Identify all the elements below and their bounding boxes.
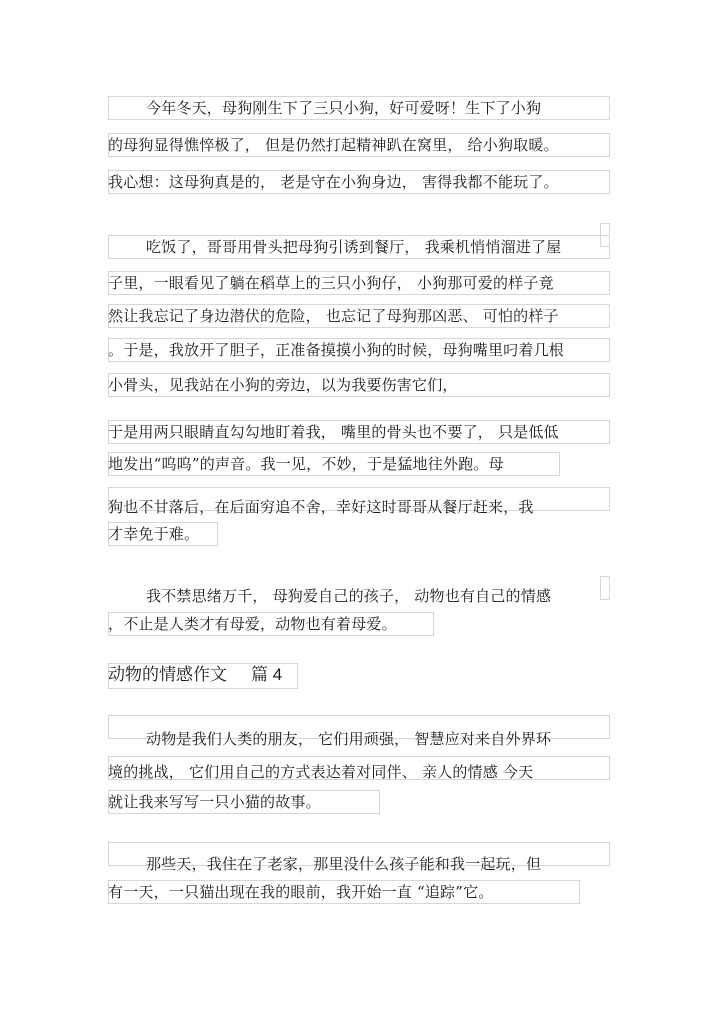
- paragraph-line: 今年冬天，母狗刚生下了三只小狗，好可爱呀！生下了小狗: [146, 99, 542, 117]
- paragraph-line: 的母狗显得憔悴极了， 但是仍然打起精神趴在窝里， 给小狗取暖。: [108, 136, 559, 154]
- paragraph-line: 才幸免于难。: [108, 525, 200, 543]
- paragraph-line: 地发出“呜呜”的声音。我一见，不妙，于是猛地往外跑。母: [108, 455, 504, 473]
- section-heading: [108, 662, 282, 688]
- heading-title: 动物的情感作文: [108, 665, 227, 685]
- paragraph-line: 就让我来写写一只小猫的故事。: [108, 793, 321, 811]
- paragraph-line: 动物是我们人类的朋友， 它们用顽强， 智慧应对来自外界环: [146, 730, 552, 748]
- paragraph-line: 然让我忘记了身边潜伏的危险， 也忘记了母狗那凶恶、 可怕的样子: [108, 307, 559, 325]
- paragraph-line: 子里，一眼看见了躺在稻草上的三只小狗仔， 小狗那可爱的样子竟: [108, 274, 554, 292]
- paragraph-line: 。于是，我放开了胆子，正准备摸摸小狗的时候，母狗嘴里叼着几根: [108, 341, 565, 359]
- paragraph-line: 狗也不甘落后，在后面穷追不舍，幸好这时哥哥从餐厅赶来，我: [108, 498, 534, 516]
- paragraph-line: 境的挑战， 它们用自己的方式表达着对同伴、 亲人的情感 今天: [108, 763, 534, 781]
- paragraph-line: 我不禁思绪万千， 母狗爱自己的孩子， 动物也有自己的情感: [146, 587, 552, 605]
- paragraph-line: ，不止是人类才有母爱，动物也有着母爱。: [108, 615, 397, 633]
- paragraph-line: 那些天，我住在了老家，那里没什么孩子能和我一起玩，但: [146, 855, 542, 873]
- paragraph-line: 小骨头，见我站在小狗的旁边，以为我要伤害它们，: [108, 376, 458, 394]
- paragraph-line: 有一天，一只猫出现在我的眼前，我开始一直 “追踪”它。: [108, 883, 494, 901]
- layout-box: [600, 576, 610, 600]
- heading-number: 篇 4: [251, 665, 283, 684]
- paragraph-line: 于是用两只眼睛直勾勾地盯着我， 嘴里的骨头也不要了， 只是低低: [108, 423, 559, 441]
- paragraph-line: 吃饭了，哥哥用骨头把母狗引诱到餐厅， 我乘机悄悄溜进了屋: [146, 238, 562, 256]
- paragraph-line: 我心想：这母狗真是的， 老是守在小狗身边， 害得我都不能玩了。: [108, 173, 559, 191]
